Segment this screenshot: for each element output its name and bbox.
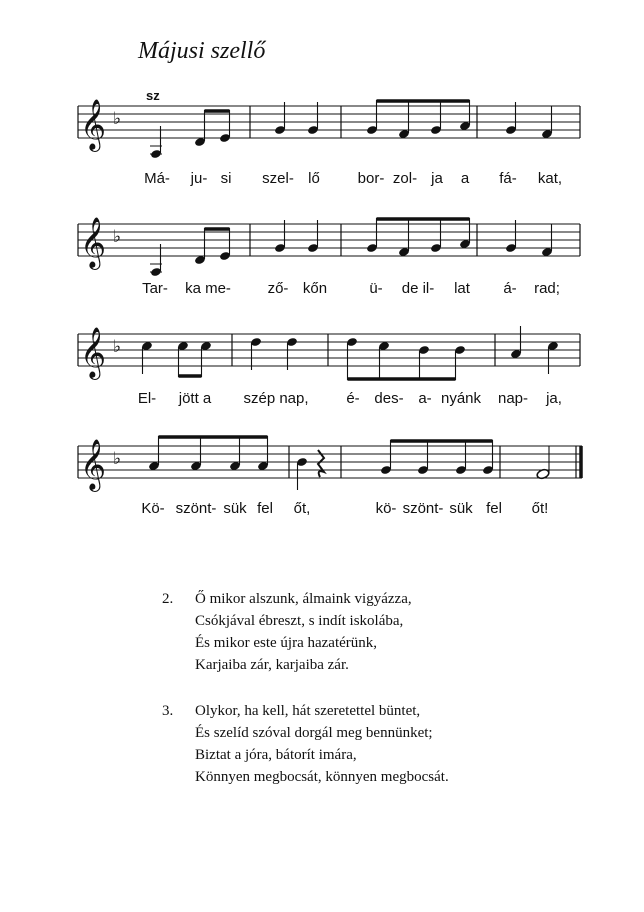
lyric-syllable: lő	[308, 170, 320, 187]
lyric-syllable: Kö-	[141, 500, 165, 517]
lyric-syllable: a	[460, 170, 470, 187]
lyric-syllable: fel	[257, 500, 273, 517]
lyric-syllable: nap-	[497, 390, 529, 407]
verse-line: Olykor, ha kell, hát szeretettel büntet,	[195, 703, 421, 719]
treble-clef-icon: 𝄞	[80, 217, 107, 268]
treble-clef-icon: 𝄞	[80, 327, 107, 378]
flat-key-signature-icon: ♭	[113, 227, 122, 247]
staff-system-2	[78, 217, 580, 277]
lyric-syllable: a-	[418, 390, 432, 407]
tempo-mark: sz	[146, 88, 160, 103]
lyric-syllable: El-	[137, 390, 157, 407]
lyric-syllable: bor-	[357, 170, 385, 187]
lyric-syllable: Tar-	[142, 280, 168, 297]
verse-line: Karjaiba zár, karjaiba zár.	[195, 657, 349, 673]
lyric-syllable: ja	[431, 170, 443, 187]
lyric-syllable: rad;	[534, 280, 560, 297]
lyric-syllable: szép nap,	[243, 390, 309, 407]
verse-line: Csókjával ébreszt, s indít iskolába,	[195, 613, 404, 629]
lyric-syllable: si	[220, 170, 232, 187]
verse-line: Ő mikor alszunk, álmaink vigyázza,	[195, 591, 412, 607]
flat-key-signature-icon: ♭	[113, 109, 122, 129]
song-title: Májusi szellő	[138, 38, 266, 64]
staff-system-3	[78, 326, 580, 380]
lyric-syllable: ü-	[369, 280, 383, 297]
treble-clef-icon: 𝄞	[80, 439, 107, 490]
lyric-syllable: szel-	[262, 170, 294, 187]
lyric-syllable: őt,	[293, 500, 311, 517]
lyric-syllable: sük	[449, 500, 473, 517]
lyric-syllable: des-	[374, 390, 404, 407]
lyric-syllable: é-	[346, 390, 360, 407]
lyric-syllable: ka me-	[185, 280, 231, 297]
lyric-syllable: zol-	[392, 170, 418, 187]
flat-key-signature-icon: ♭	[113, 337, 122, 357]
lyric-syllable: ző-	[267, 280, 289, 297]
lyric-syllable: sük	[223, 500, 247, 517]
lyric-syllable: Má-	[144, 170, 170, 187]
treble-clef-icon: 𝄞	[80, 99, 107, 150]
lyric-syllable: de il-	[401, 280, 435, 297]
lyric-syllable: kö-	[375, 500, 397, 517]
lyric-syllable: fá-	[499, 170, 517, 187]
verse-line: Könnyen megbocsát, könnyen megbocsát.	[195, 769, 449, 785]
lyric-syllable: szönt-	[402, 500, 444, 517]
staff-system-4	[78, 436, 582, 492]
verse-line: Biztat a jóra, bátorít imára,	[195, 747, 357, 763]
verse-number: 3.	[162, 703, 174, 719]
lyric-syllable: szönt-	[175, 500, 217, 517]
lyric-syllable: kőn	[302, 280, 328, 297]
verse-line: És szelíd szóval dorgál meg bennünket;	[195, 725, 433, 741]
verse-number: 2.	[162, 591, 174, 607]
lyric-syllable: nyánk	[440, 390, 482, 407]
lyric-syllable: kat,	[537, 170, 563, 187]
lyric-syllable: őt!	[531, 500, 549, 517]
verse-line: És mikor este újra hazatérünk,	[195, 635, 378, 651]
lyric-syllable: fel	[486, 500, 502, 517]
flat-key-signature-icon: ♭	[113, 449, 122, 469]
staff-system-1	[78, 99, 580, 159]
lyric-syllable: lat	[454, 280, 470, 297]
lyric-syllable: jött a	[178, 390, 212, 407]
lyric-syllable: ja,	[546, 390, 562, 407]
lyric-syllable: ju-	[190, 170, 208, 187]
lyric-syllable: á-	[503, 280, 517, 297]
